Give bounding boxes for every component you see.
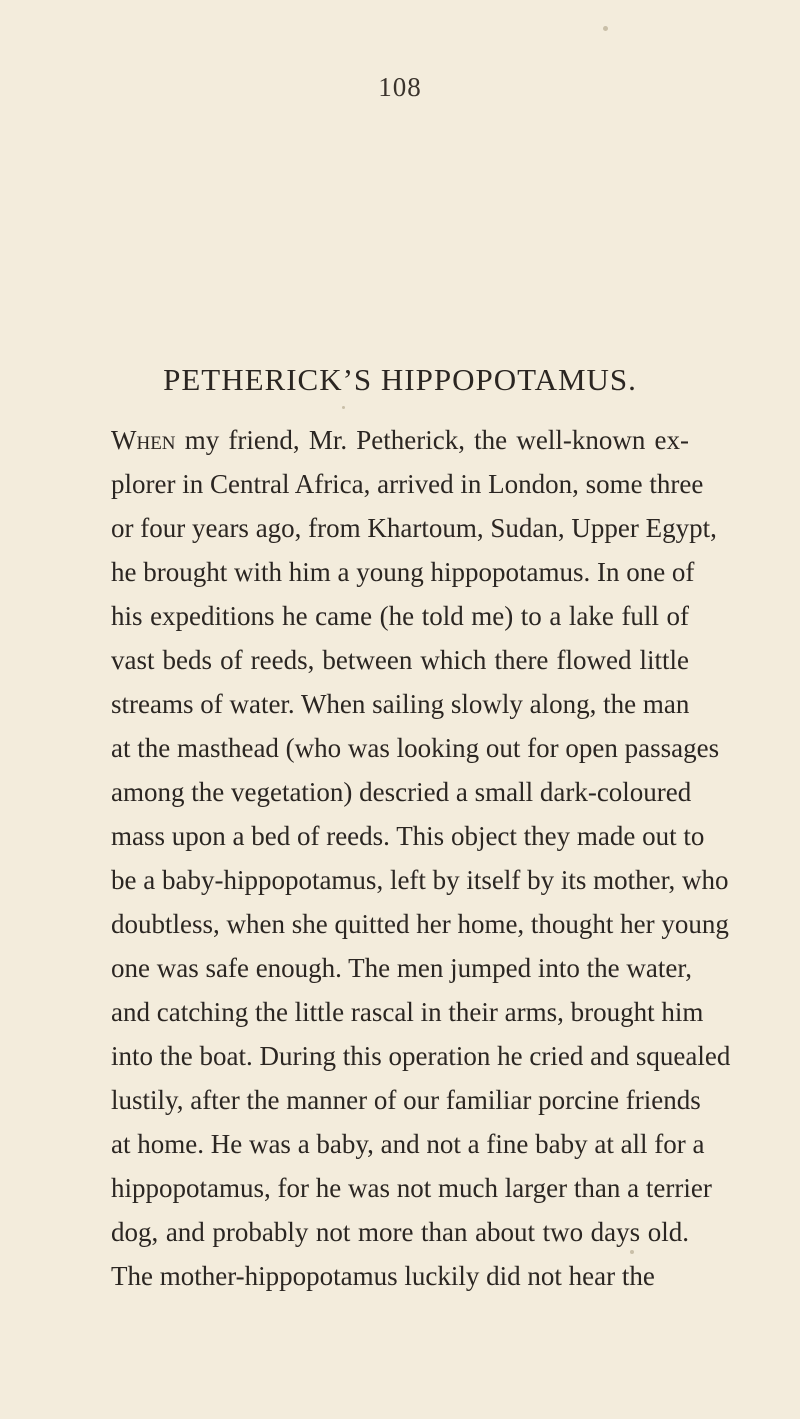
text-line: The mother-hippopotamus luckily did not hear the <box>111 1261 655 1291</box>
text-line: into the boat. During this operation he cried and squealed <box>111 1041 731 1071</box>
paper-speck <box>342 406 345 409</box>
paper-speck <box>630 1250 634 1254</box>
paper-speck <box>603 26 608 31</box>
text-line: dog, and probably not more than about two days old. <box>111 1217 689 1247</box>
text-line: doubtless, when she quitted her home, thought her young <box>111 909 729 939</box>
text-line: hippopotamus, for he was not much larger than a terrier <box>111 1173 712 1203</box>
text-line <box>111 424 689 456</box>
text-line: streams of water. When sailing slowly along, the man <box>111 689 690 719</box>
page-number: 108 <box>378 72 422 102</box>
text-line: or four years ago, from Khartoum, Sudan, Upper Egypt, <box>111 513 717 543</box>
text-line: among the vegetation) descried a small dark-coloured <box>111 777 692 807</box>
text-line: and catching the little rascal in their arms, brought him <box>111 997 704 1027</box>
text-line: be a baby-hippopotamus, left by itself by its mother, who <box>111 865 729 895</box>
text-line: lustily, after the manner of our familiar porcine friends <box>111 1085 701 1115</box>
text-line: his expeditions he came (he told me) to a lake full of <box>111 601 689 631</box>
text-line: mass upon a bed of reeds. This object they made out to <box>111 821 705 851</box>
opening-word: When <box>111 425 176 455</box>
chapter-title: PETHERICK’S HIPPOPOTAMUS. <box>163 362 637 397</box>
text-line: at home. He was a baby, and not a fine baby at all for a <box>111 1129 705 1159</box>
text-line: vast beds of reeds, between which there flowed little <box>111 645 689 675</box>
text-line: one was safe enough. The men jumped into the water, <box>111 953 693 983</box>
text-line: he brought with him a young hippopotamus. In one of <box>111 557 695 587</box>
text-line: plorer in Central Africa, arrived in London, some three <box>111 469 704 499</box>
text-line-1-rest: my friend, Mr. Petherick, the well-known ex- <box>175 425 689 455</box>
text-line: at the masthead (who was looking out for open passages <box>111 733 720 763</box>
